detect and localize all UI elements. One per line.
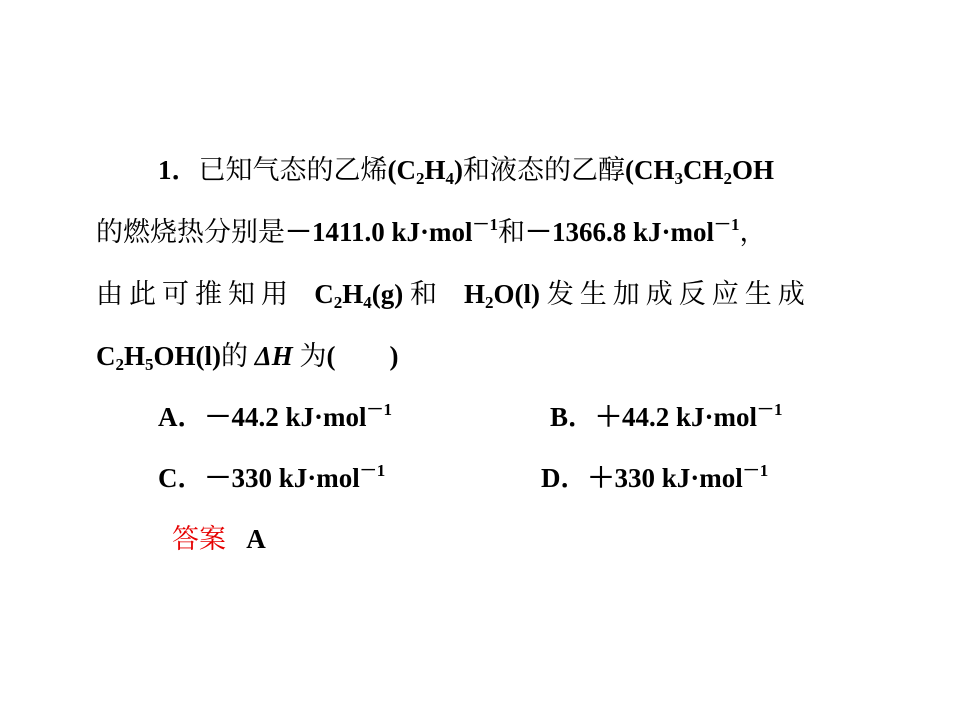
subscript: 2 [333, 293, 343, 312]
question-number: 1． [158, 155, 199, 185]
subscript: 5 [145, 355, 154, 374]
formula-text: C [314, 279, 334, 309]
formula-text: C [96, 341, 116, 371]
superscript: －1 [359, 461, 386, 480]
option-value: －330 kJ·mol [204, 463, 360, 493]
question-line-1 [158, 153, 774, 188]
question-text: 由此可推知用 [96, 279, 294, 310]
option-a[interactable] [158, 400, 392, 434]
value-text: －1411.0 kJ·mol [285, 217, 473, 247]
option-value: ＋44.2 kJ·mol [595, 402, 758, 432]
option-value: ＋330 kJ·mol [587, 463, 743, 493]
question-text: 发生加成反应生成 [546, 279, 811, 310]
answer-blank: ( ) [326, 341, 399, 371]
question-text: 已知气态的乙烯 [198, 155, 388, 186]
option-c[interactable] [158, 461, 385, 495]
question-text: 和 [498, 217, 526, 248]
value-text: －1366.8 kJ·mol [525, 217, 715, 247]
formula-text: H [424, 155, 446, 185]
answer-value: A [246, 524, 266, 554]
formula-text: (g) [371, 279, 404, 309]
subscript: 2 [723, 169, 733, 188]
formula-text: CH [683, 155, 724, 185]
formula-text: H [342, 279, 364, 309]
formula-text: (CH [625, 155, 675, 185]
formula-text: O(l) [493, 279, 541, 309]
formula-text: H [124, 341, 146, 371]
answer-line [172, 522, 266, 557]
delta-h-symbol: ΔH [254, 341, 293, 371]
formula-text: ) [454, 155, 464, 185]
question-text: 的燃烧热分别是 [96, 217, 285, 248]
option-b[interactable] [550, 400, 783, 434]
question-text: 和 [410, 279, 437, 310]
question-line-4 [96, 339, 398, 374]
formula-text: OH(l) [153, 341, 222, 371]
option-letter: C． [158, 463, 205, 493]
subscript: 4 [363, 293, 372, 312]
formula-text: OH [732, 155, 775, 185]
superscript: －1 [742, 461, 769, 480]
formula-text: (C [387, 155, 416, 185]
formula-text: H [464, 279, 486, 309]
subscript: 2 [485, 293, 494, 312]
question-line-3 [96, 277, 811, 312]
subscript: 4 [445, 169, 455, 188]
option-letter: B． [550, 402, 596, 432]
answer-label: 答案 [172, 524, 226, 555]
option-letter: D． [541, 463, 588, 493]
question-line-2 [96, 215, 767, 250]
question-text: 为 [299, 341, 327, 372]
superscript: －1 [757, 400, 783, 419]
subscript: 2 [115, 355, 124, 374]
question-text: ， [739, 217, 767, 248]
option-d[interactable] [541, 461, 768, 495]
subscript: 2 [416, 169, 425, 188]
question-text: 的 [221, 341, 249, 372]
question-text: 和液态的乙醇 [463, 155, 626, 186]
option-value: －44.2 kJ·mol [204, 402, 367, 432]
superscript: －1 [472, 215, 499, 234]
superscript: －1 [714, 215, 740, 234]
option-letter: A． [158, 402, 205, 432]
superscript: －1 [366, 400, 393, 419]
subscript: 3 [674, 169, 684, 188]
